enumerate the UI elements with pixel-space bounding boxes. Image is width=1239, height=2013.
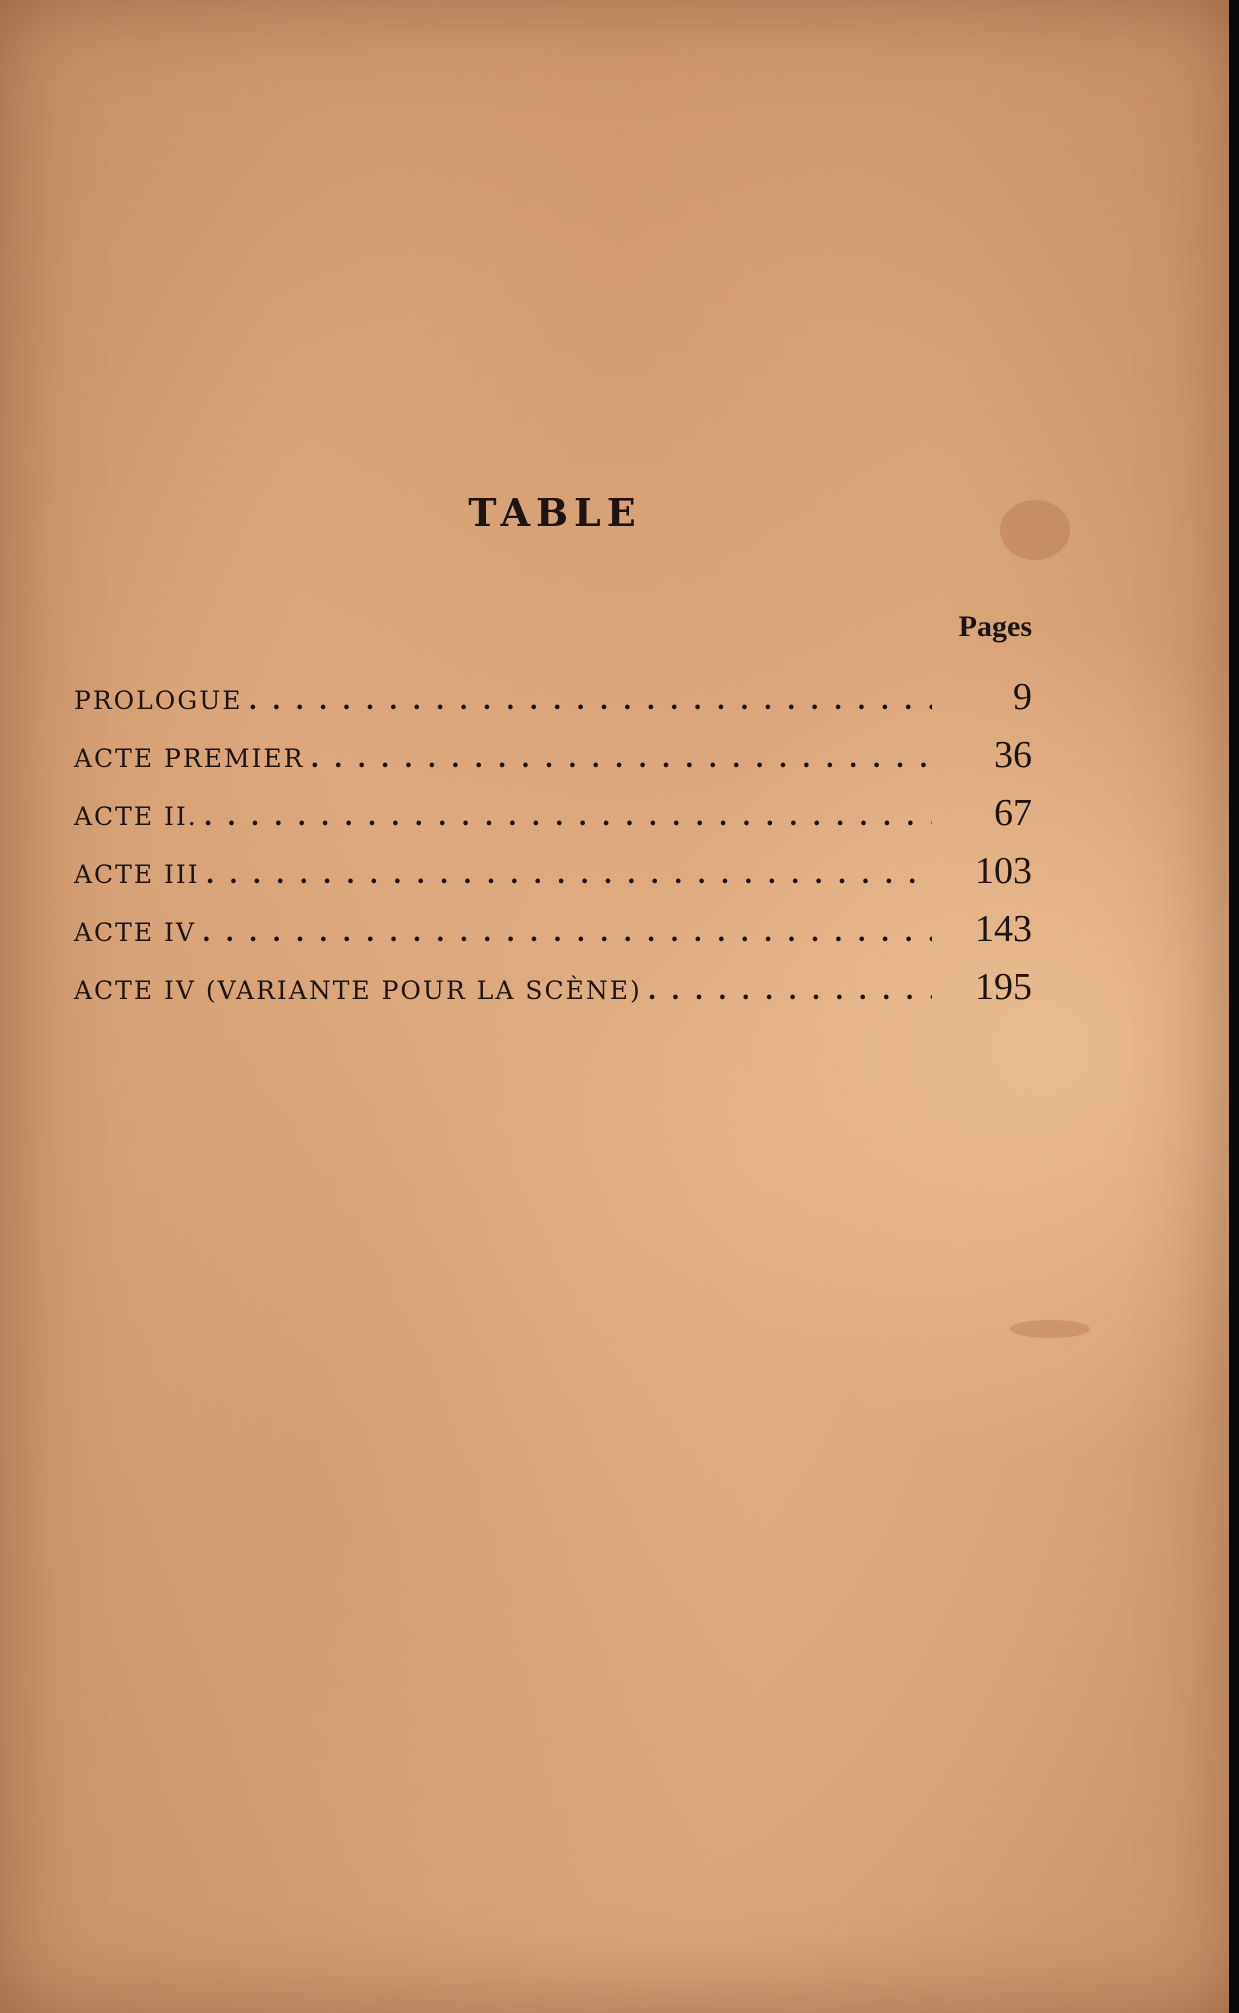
toc-entry-label: ACTE PREMIER — [74, 744, 305, 773]
toc-entry-page: 195 — [975, 966, 1032, 1008]
dot-leader — [642, 962, 932, 1020]
paper-stain — [1010, 1320, 1090, 1338]
toc-entry-page: 9 — [1013, 676, 1032, 718]
toc-entry-label: ACTE III — [74, 860, 200, 889]
toc-entry — [74, 842, 1032, 900]
dot-leader — [200, 846, 932, 904]
toc-entry — [74, 784, 1032, 842]
toc-entry — [74, 726, 1032, 784]
page-title: TABLE — [468, 490, 642, 535]
toc-entry-label: ACTE IV (VARIANTE POUR LA SCÈNE) — [74, 976, 642, 1005]
toc-entry-page: 67 — [994, 792, 1032, 834]
toc-entry — [74, 668, 1032, 726]
toc-entry-page: 143 — [975, 908, 1032, 950]
page-edge-shadow — [1229, 0, 1239, 2013]
toc-entry — [74, 900, 1032, 958]
toc-entry-page: 36 — [994, 734, 1032, 776]
toc-entry-label: ACTE II. — [74, 802, 198, 831]
dot-leader — [196, 904, 932, 962]
dot-leader — [243, 672, 932, 730]
dot-leader — [198, 788, 932, 846]
toc-entry-label: PROLOGUE — [74, 686, 243, 715]
toc-entry-page: 103 — [975, 850, 1032, 892]
toc-entry — [74, 958, 1032, 1016]
table-of-contents — [74, 668, 1032, 1016]
pages-column-header: Pages — [958, 610, 1032, 643]
toc-entry-label: ACTE IV — [74, 918, 196, 947]
dot-leader — [305, 730, 933, 788]
